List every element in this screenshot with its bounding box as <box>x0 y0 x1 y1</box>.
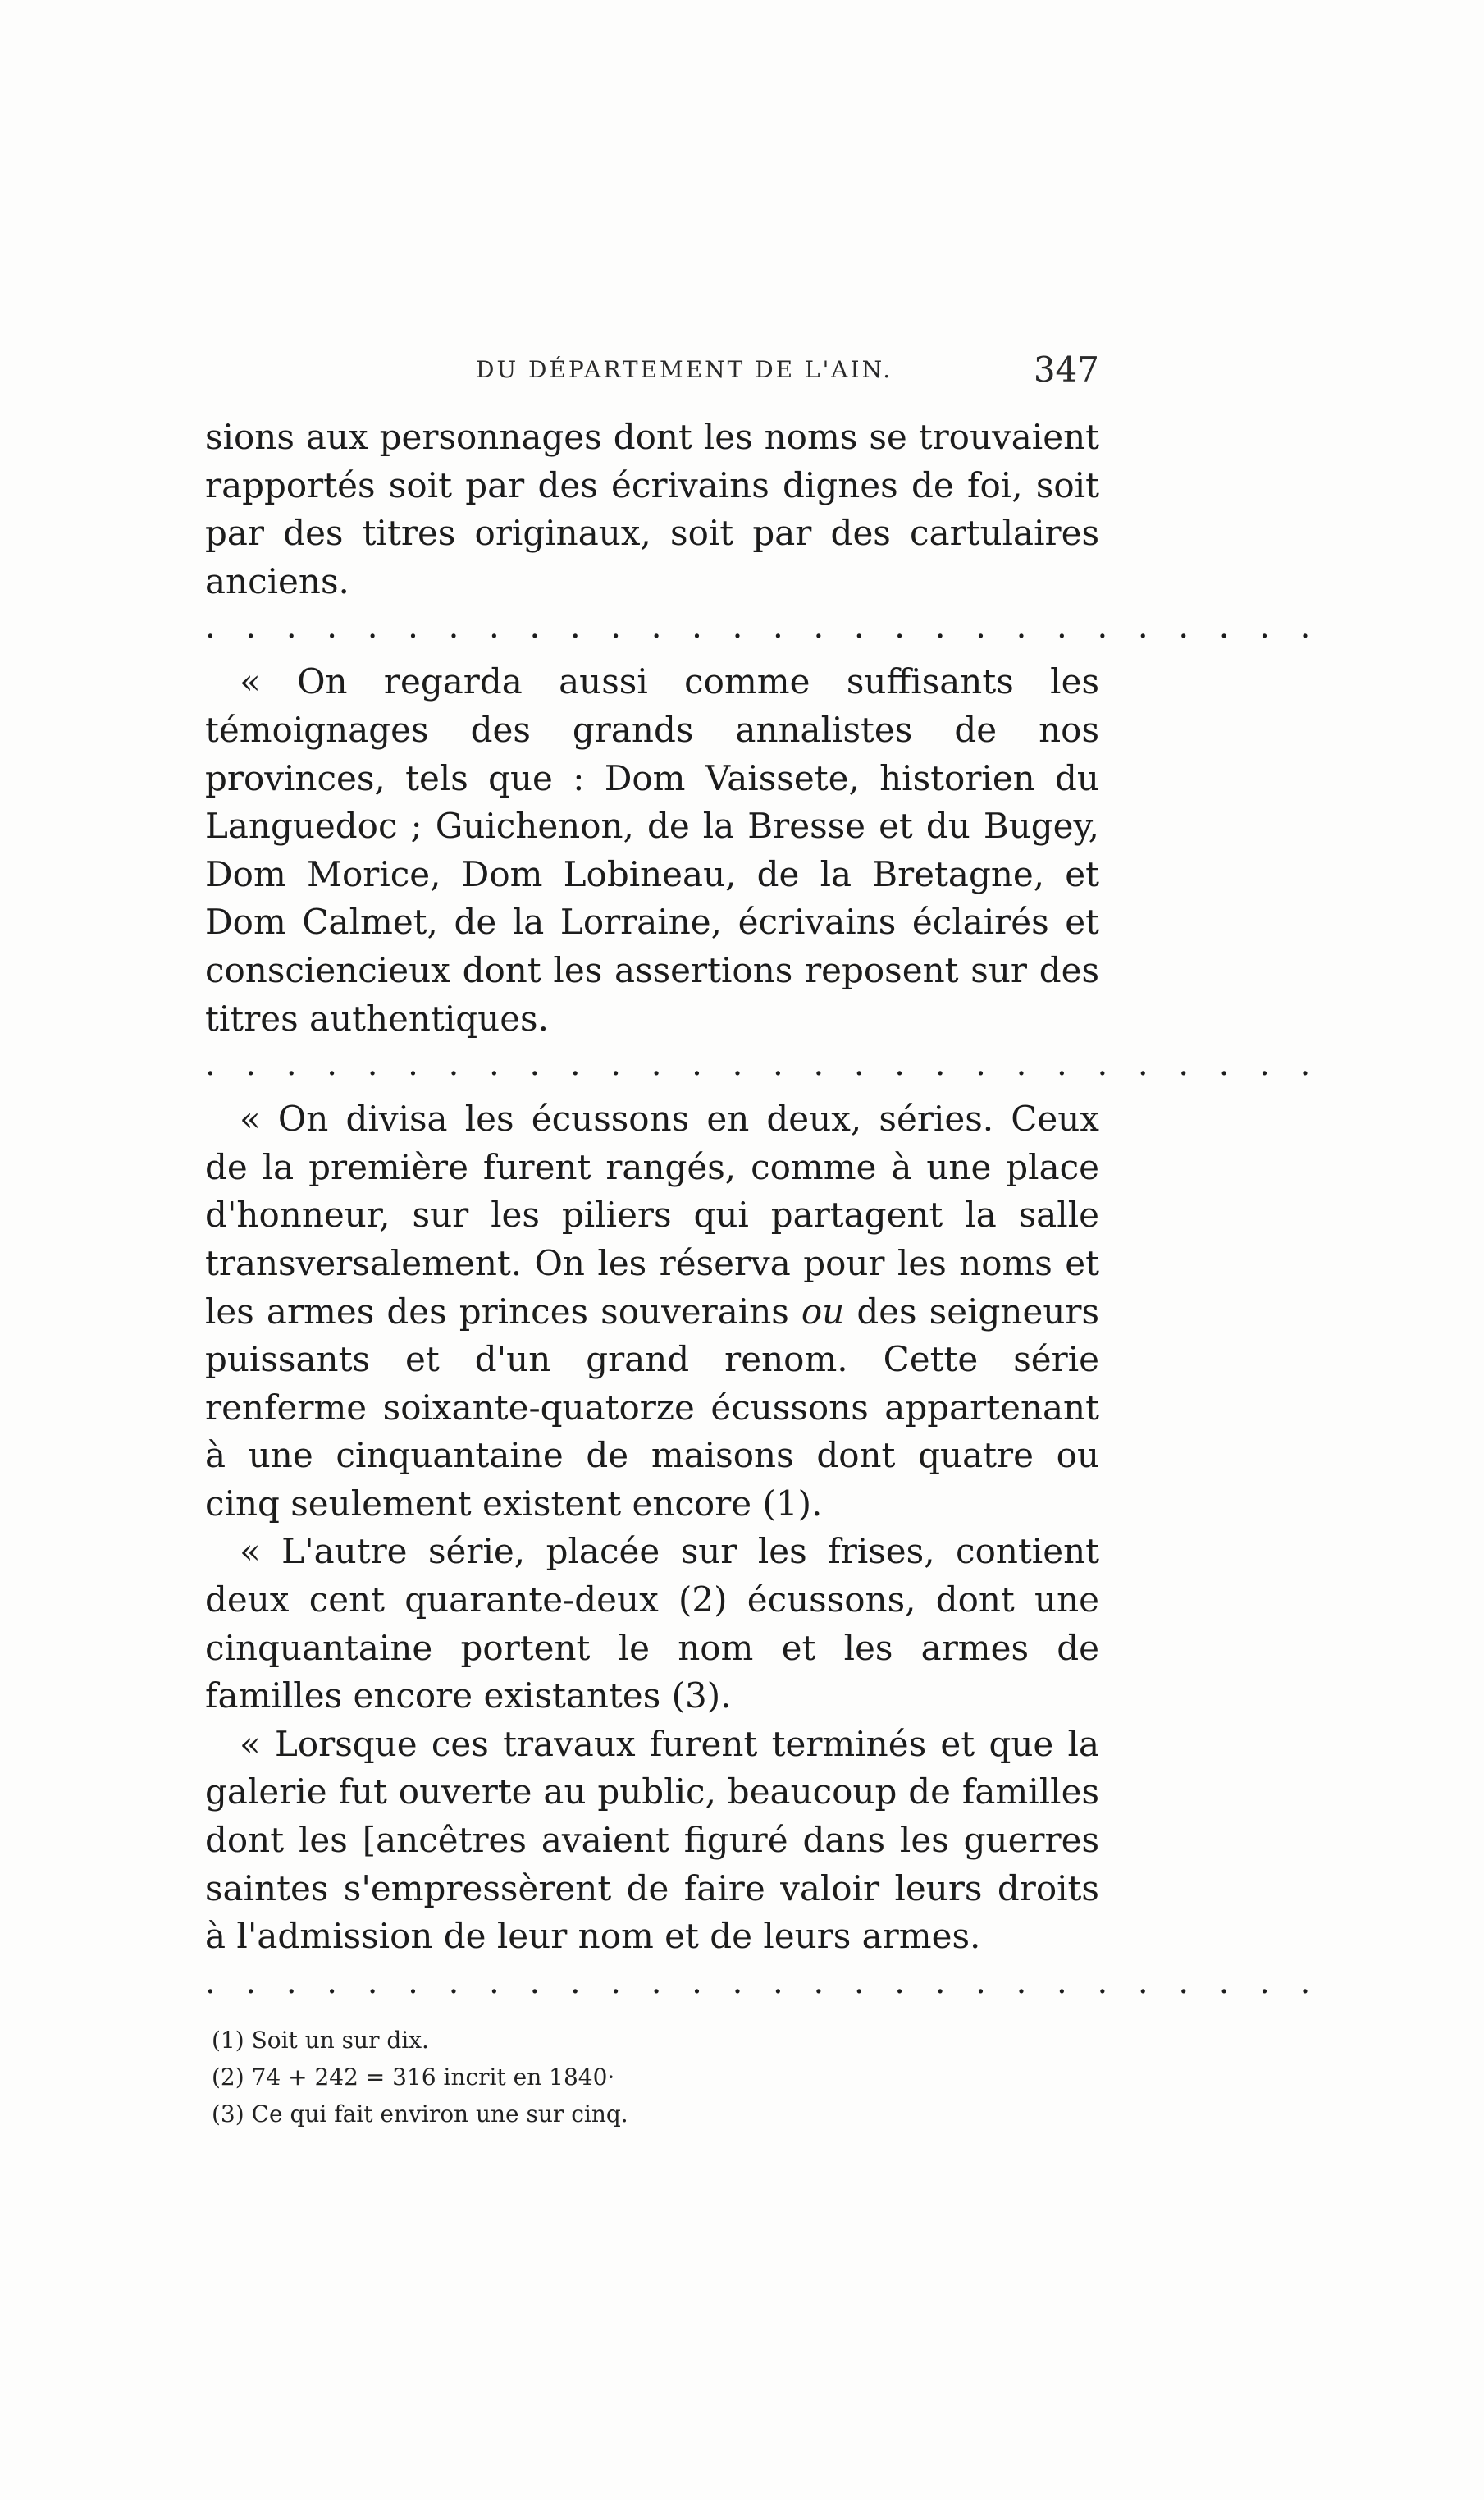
paragraph-annalistes: « On regarda aussi comme suffisants les témoignages des grands annalistes de nos provinces, tels que : Dom Vaissete, historien du Languedoc ; Guichenon, de la Bresse et du Bugey, Dom Morice, Dom Lobineau, de la Bretagne, et Dom Calmet, de la Lorraine, écrivains éclairés et consciencieux dont les assertions reposent sur des titres authentiques. <box>205 661 1099 1039</box>
paragraph-autre-serie: « L'autre série, placée sur les frises, contient deux cent quarante-deux (2) écussons, dont une cinquantaine portent le nom et les armes de familles encore existantes (3). <box>205 1531 1099 1716</box>
paragraph-premiere-serie <box>205 1095 1099 1528</box>
paragraph-continuation: sions aux personnages dont les noms se trouvaient rapportés soit par des écrivains dignes de foi, soit par des titres originaux, soit par des cartulaires anciens. <box>205 417 1099 601</box>
page-number: 347 <box>1033 350 1099 390</box>
italic-word: ou <box>801 1291 845 1332</box>
footnote-1: (1) Soit un sur dix. <box>212 2026 429 2054</box>
ellipsis-separator: . . . . . . . . . . . . . . . . . . . . . . . . . . . . <box>205 608 1321 647</box>
paragraph-text: des seigneurs puissants et d'un grand renom. Cette série renferme soixante-quatorze écussons appartenant à une cinquantaine de maisons dont quatre ou cinq seulement existent encore (1). <box>205 1291 1099 1524</box>
footnotes <box>205 2022 1099 2132</box>
paragraph-galerie: « Lorsque ces travaux furent terminés et que la galerie fut ouverte au public, beaucoup de familles dont les [ancêtres avaient figuré dans les guerres saintes s'empressèrent de faire valoir leurs droits à l'admission de leur nom et de leurs armes. <box>205 1723 1099 1957</box>
ellipsis-separator: . . . . . . . . . . . . . . . . . . . . . . . . . . . . <box>205 1963 1321 2001</box>
running-title: DU DÉPARTEMENT DE L'AIN. <box>476 356 893 383</box>
ellipsis-separator: . . . . . . . . . . . . . . . . . . . . . . . . . . . . <box>205 1045 1321 1084</box>
text-block <box>205 350 1321 2132</box>
running-head <box>205 350 1099 399</box>
footnote-3: (3) Ce qui fait environ une sur cinq. <box>212 2100 628 2128</box>
paragraph-text: « On divisa les écussons en deux, séries. Ceux de la première furent rangés, comme à une place d'honneur, sur les piliers qui partagent la salle transversalement. On les réserva pour les noms et les armes des princes souverains <box>205 1099 1099 1332</box>
footnote-2: (2) 74 + 242 = 316 incrit en 1840· <box>212 2063 615 2091</box>
